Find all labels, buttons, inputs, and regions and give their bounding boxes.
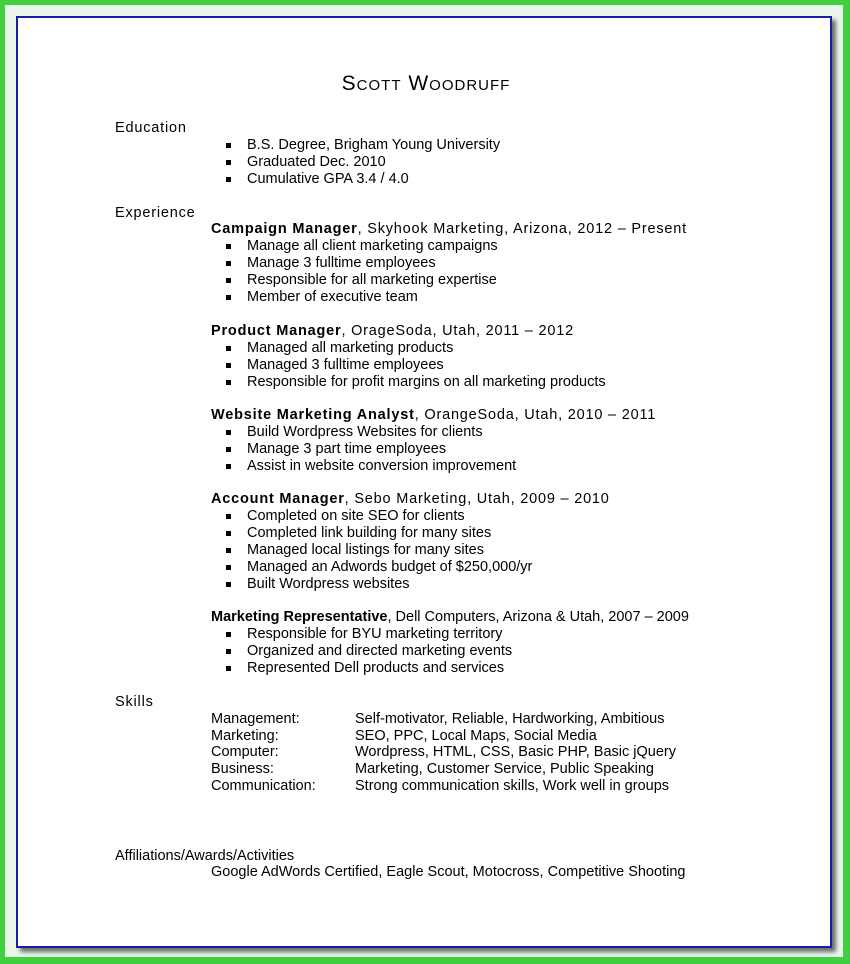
job-details: , OrageSoda, Utah, 2011 – 2012 xyxy=(341,323,574,339)
list-item: Represented Dell products and services xyxy=(222,660,512,677)
skill-category: Management: xyxy=(211,711,300,727)
job-title: Campaign Manager xyxy=(211,221,358,237)
list-item: Managed all marketing products xyxy=(222,340,606,357)
skills-row xyxy=(211,744,676,760)
skills-row xyxy=(211,761,654,777)
list-item: Responsible for BYU marketing territory xyxy=(222,626,512,643)
list-item: Member of executive team xyxy=(222,289,498,306)
list-item: Managed an Adwords budget of $250,000/yr xyxy=(222,559,532,576)
list-item: Managed local listings for many sites xyxy=(222,542,532,559)
job-details: , OrangeSoda, Utah, 2010 – 2011 xyxy=(414,407,657,423)
skill-value: Marketing, Customer Service, Public Speaking xyxy=(355,761,654,777)
education-heading: Education xyxy=(115,120,187,136)
experience-heading: Experience xyxy=(115,205,196,221)
skill-value: SEO, PPC, Local Maps, Social Media xyxy=(355,728,597,744)
job-details: , Sebo Marketing, Utah, 2009 – 2010 xyxy=(344,491,610,507)
list-item: Managed 3 fulltime employees xyxy=(222,357,606,374)
job-header xyxy=(211,221,687,237)
job-title: Product Manager xyxy=(211,323,342,339)
list-item: Assist in website conversion improvement xyxy=(222,458,516,475)
list-item: B.S. Degree, Brigham Young University xyxy=(222,137,500,154)
skills-row xyxy=(211,778,669,794)
job-title: Marketing Representative xyxy=(211,609,388,625)
job-header xyxy=(211,491,610,507)
list-item: Built Wordpress websites xyxy=(222,576,532,593)
skills-row xyxy=(211,728,597,744)
job-details: , Dell Computers, Arizona & Utah, 2007 – 2009 xyxy=(387,609,689,625)
list-item: Manage all client marketing campaigns xyxy=(222,238,498,255)
job-header xyxy=(211,407,656,423)
affiliations-text: Google AdWords Certified, Eagle Scout, Motocross, Competitive Shooting xyxy=(211,864,686,880)
skill-value: Strong communication skills, Work well in groups xyxy=(355,778,670,794)
skill-category: Communication: xyxy=(211,778,316,794)
skills-heading: Skills xyxy=(115,694,154,710)
resume-name: Scott Woodruff xyxy=(341,72,511,95)
list-item: Organized and directed marketing events xyxy=(222,643,512,660)
job-bullets xyxy=(222,424,516,475)
job-header xyxy=(211,609,689,625)
skill-value: Self-motivator, Reliable, Hardworking, Ambitious xyxy=(355,711,665,727)
list-item: Responsible for profit margins on all marketing products xyxy=(222,374,606,391)
skills-row xyxy=(211,711,664,727)
list-item: Cumulative GPA 3.4 / 4.0 xyxy=(222,171,500,188)
list-item: Completed link building for many sites xyxy=(222,525,532,542)
list-item: Responsible for all marketing expertise xyxy=(222,272,498,289)
job-bullets xyxy=(222,626,512,677)
affiliations-heading: Affiliations/Awards/Activities xyxy=(115,848,295,864)
list-item: Graduated Dec. 2010 xyxy=(222,154,500,171)
list-item: Completed on site SEO for clients xyxy=(222,508,532,525)
job-header xyxy=(211,323,574,339)
skill-value: Wordpress, HTML, CSS, Basic PHP, Basic jQuery xyxy=(355,744,676,760)
job-bullets xyxy=(222,238,498,306)
job-title: Website Marketing Analyst xyxy=(211,407,415,423)
skill-category: Marketing: xyxy=(211,728,279,744)
list-item: Manage 3 fulltime employees xyxy=(222,255,498,272)
skill-category: Business: xyxy=(211,761,274,777)
list-item: Manage 3 part time employees xyxy=(222,441,516,458)
skill-category: Computer: xyxy=(211,744,279,760)
job-details: , Skyhook Marketing, Arizona, 2012 – Present xyxy=(357,221,687,237)
job-bullets xyxy=(222,508,532,593)
job-title: Account Manager xyxy=(211,491,345,507)
resume-page xyxy=(16,16,832,948)
job-bullets xyxy=(222,340,606,391)
education-list xyxy=(222,137,500,188)
list-item: Build Wordpress Websites for clients xyxy=(222,424,516,441)
